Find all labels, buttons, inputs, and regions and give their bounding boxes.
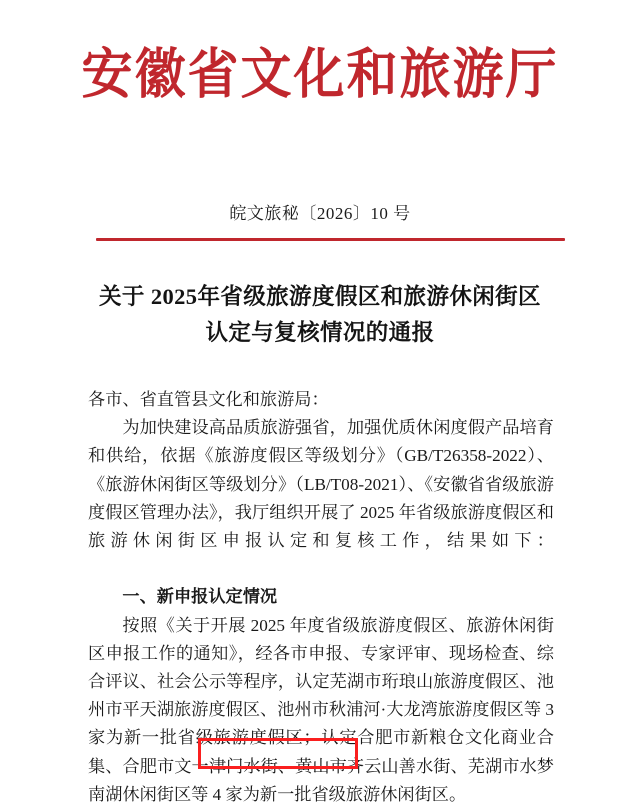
document-number: 皖文旅秘〔2026〕10 号 bbox=[229, 204, 411, 223]
document-title bbox=[86, 279, 554, 351]
red-separator-rule bbox=[96, 238, 565, 241]
masthead bbox=[0, 46, 640, 106]
paragraph-new-designations-part-2: 芜湖市水梦南湖休闲街区等 4 家为新一批省级旅游休闲街区。 bbox=[88, 756, 554, 804]
highlighted-street-name: 黄山市齐云山善水街、 bbox=[295, 756, 468, 776]
issuing-authority-title: 安徽省文化和旅游厅 bbox=[81, 46, 559, 106]
paragraph-new-designations bbox=[88, 612, 554, 809]
paragraph-new-designations-part-1: 按照《关于开展 2025 年度省级旅游度假区、旅游休闲街区申报工作的通知》，经各市申报、专家评审、现场检查、综合评议、社会公示等程序，认定芜湖市珩琅山旅游度假区、池州市平天湖旅游度假区、池州市秋浦河·大龙湾旅游度假区等 3 家为新一批省级旅游度假区；认定合肥市新粮仓文化商业合集、合肥市文一津门水街、 bbox=[88, 615, 554, 776]
salutation: 各市、省直管县文化和旅游局： bbox=[88, 390, 329, 409]
section-heading-1: 一、新申报认定情况 bbox=[122, 587, 278, 607]
paragraph-background: 为加快建设高品质旅游强省，加强优质休闲度假产品培育和供给，依据《旅游度假区等级划分》（GB/T26358-2022）、《旅游休闲街区等级划分》（LB/T08-2021）、《安徽省省级旅游度假区管理办法》，我厅组织开展了 2025 年省级旅游度假区和旅游休闲街区申报认定和复核工作，结果如下： bbox=[88, 418, 554, 551]
document-body bbox=[88, 386, 554, 809]
document-title-line-2: 认定与复核情况的通报 bbox=[205, 320, 435, 345]
document-title-line-1: 关于 2025年省级旅游度假区和旅游休闲街区 bbox=[99, 284, 541, 309]
document-number-row bbox=[0, 199, 640, 224]
